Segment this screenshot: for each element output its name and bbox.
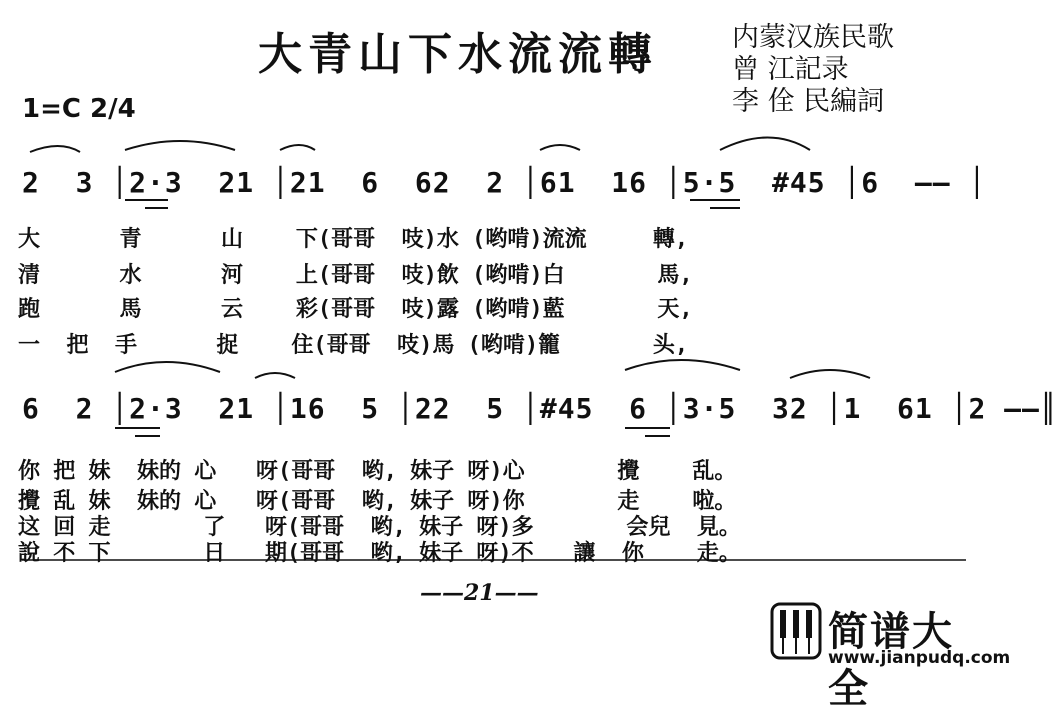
song-title: 大青山下水流流轉 (258, 29, 658, 80)
credit-line: 李 佺 民編詞 (732, 86, 885, 117)
staff-row-1: 2 3 │2·3 21 │21 6 62 2 │61 16 │5·5 #45 │6 —— │ (22, 166, 987, 199)
credit-line: 内蒙汉族民歌 (732, 22, 894, 53)
watermark-logo (770, 598, 1011, 712)
lyric-line: 这 回 走 了 呀(哥哥 哟, 妹子 呀)多 会兒 見。 (18, 515, 741, 540)
credit-line: 曾 江記录 (732, 54, 849, 85)
page-number: ——21—— (420, 580, 539, 606)
lyric-line: 你 把 妹 妹的 心 呀(哥哥 哟, 妹子 呀)心 攪 乱。 (18, 459, 737, 484)
lyric-line: 攪 乱 妹 妹的 心 呀(哥哥 哟, 妹子 呀)你 走 啦。 (18, 489, 737, 514)
piano-icon (770, 602, 822, 660)
lyric-line: 清 水 河 上(哥哥 吱)飲 (哟啃)白 馬, (18, 263, 693, 288)
watermark-url: www.jianpudq.com (828, 648, 1011, 668)
lyric-line: 一 把 手 捉 住(哥哥 吱)馬 (哟啃)籠 头, (18, 333, 689, 358)
lyric-line: 大 青 山 下(哥哥 吱)水 (哟啃)流流 轉, (18, 227, 689, 252)
lyric-line: 跑 馬 云 彩(哥哥 吱)露 (哟啃)藍 天, (18, 297, 693, 322)
key-signature: 1=C 2/4 (22, 94, 136, 124)
lyric-line: 說 不 下 日 期(哥哥 哟, 妹子 呀)不 讓 你 走。 (18, 541, 741, 566)
watermark-name: 简谱大全 (828, 609, 954, 712)
staff-row-2: 6 2 │2·3 21 │16 5 │22 5 │#45 6 │3·5 32 │1 61 │2 ——║ (22, 392, 1058, 425)
